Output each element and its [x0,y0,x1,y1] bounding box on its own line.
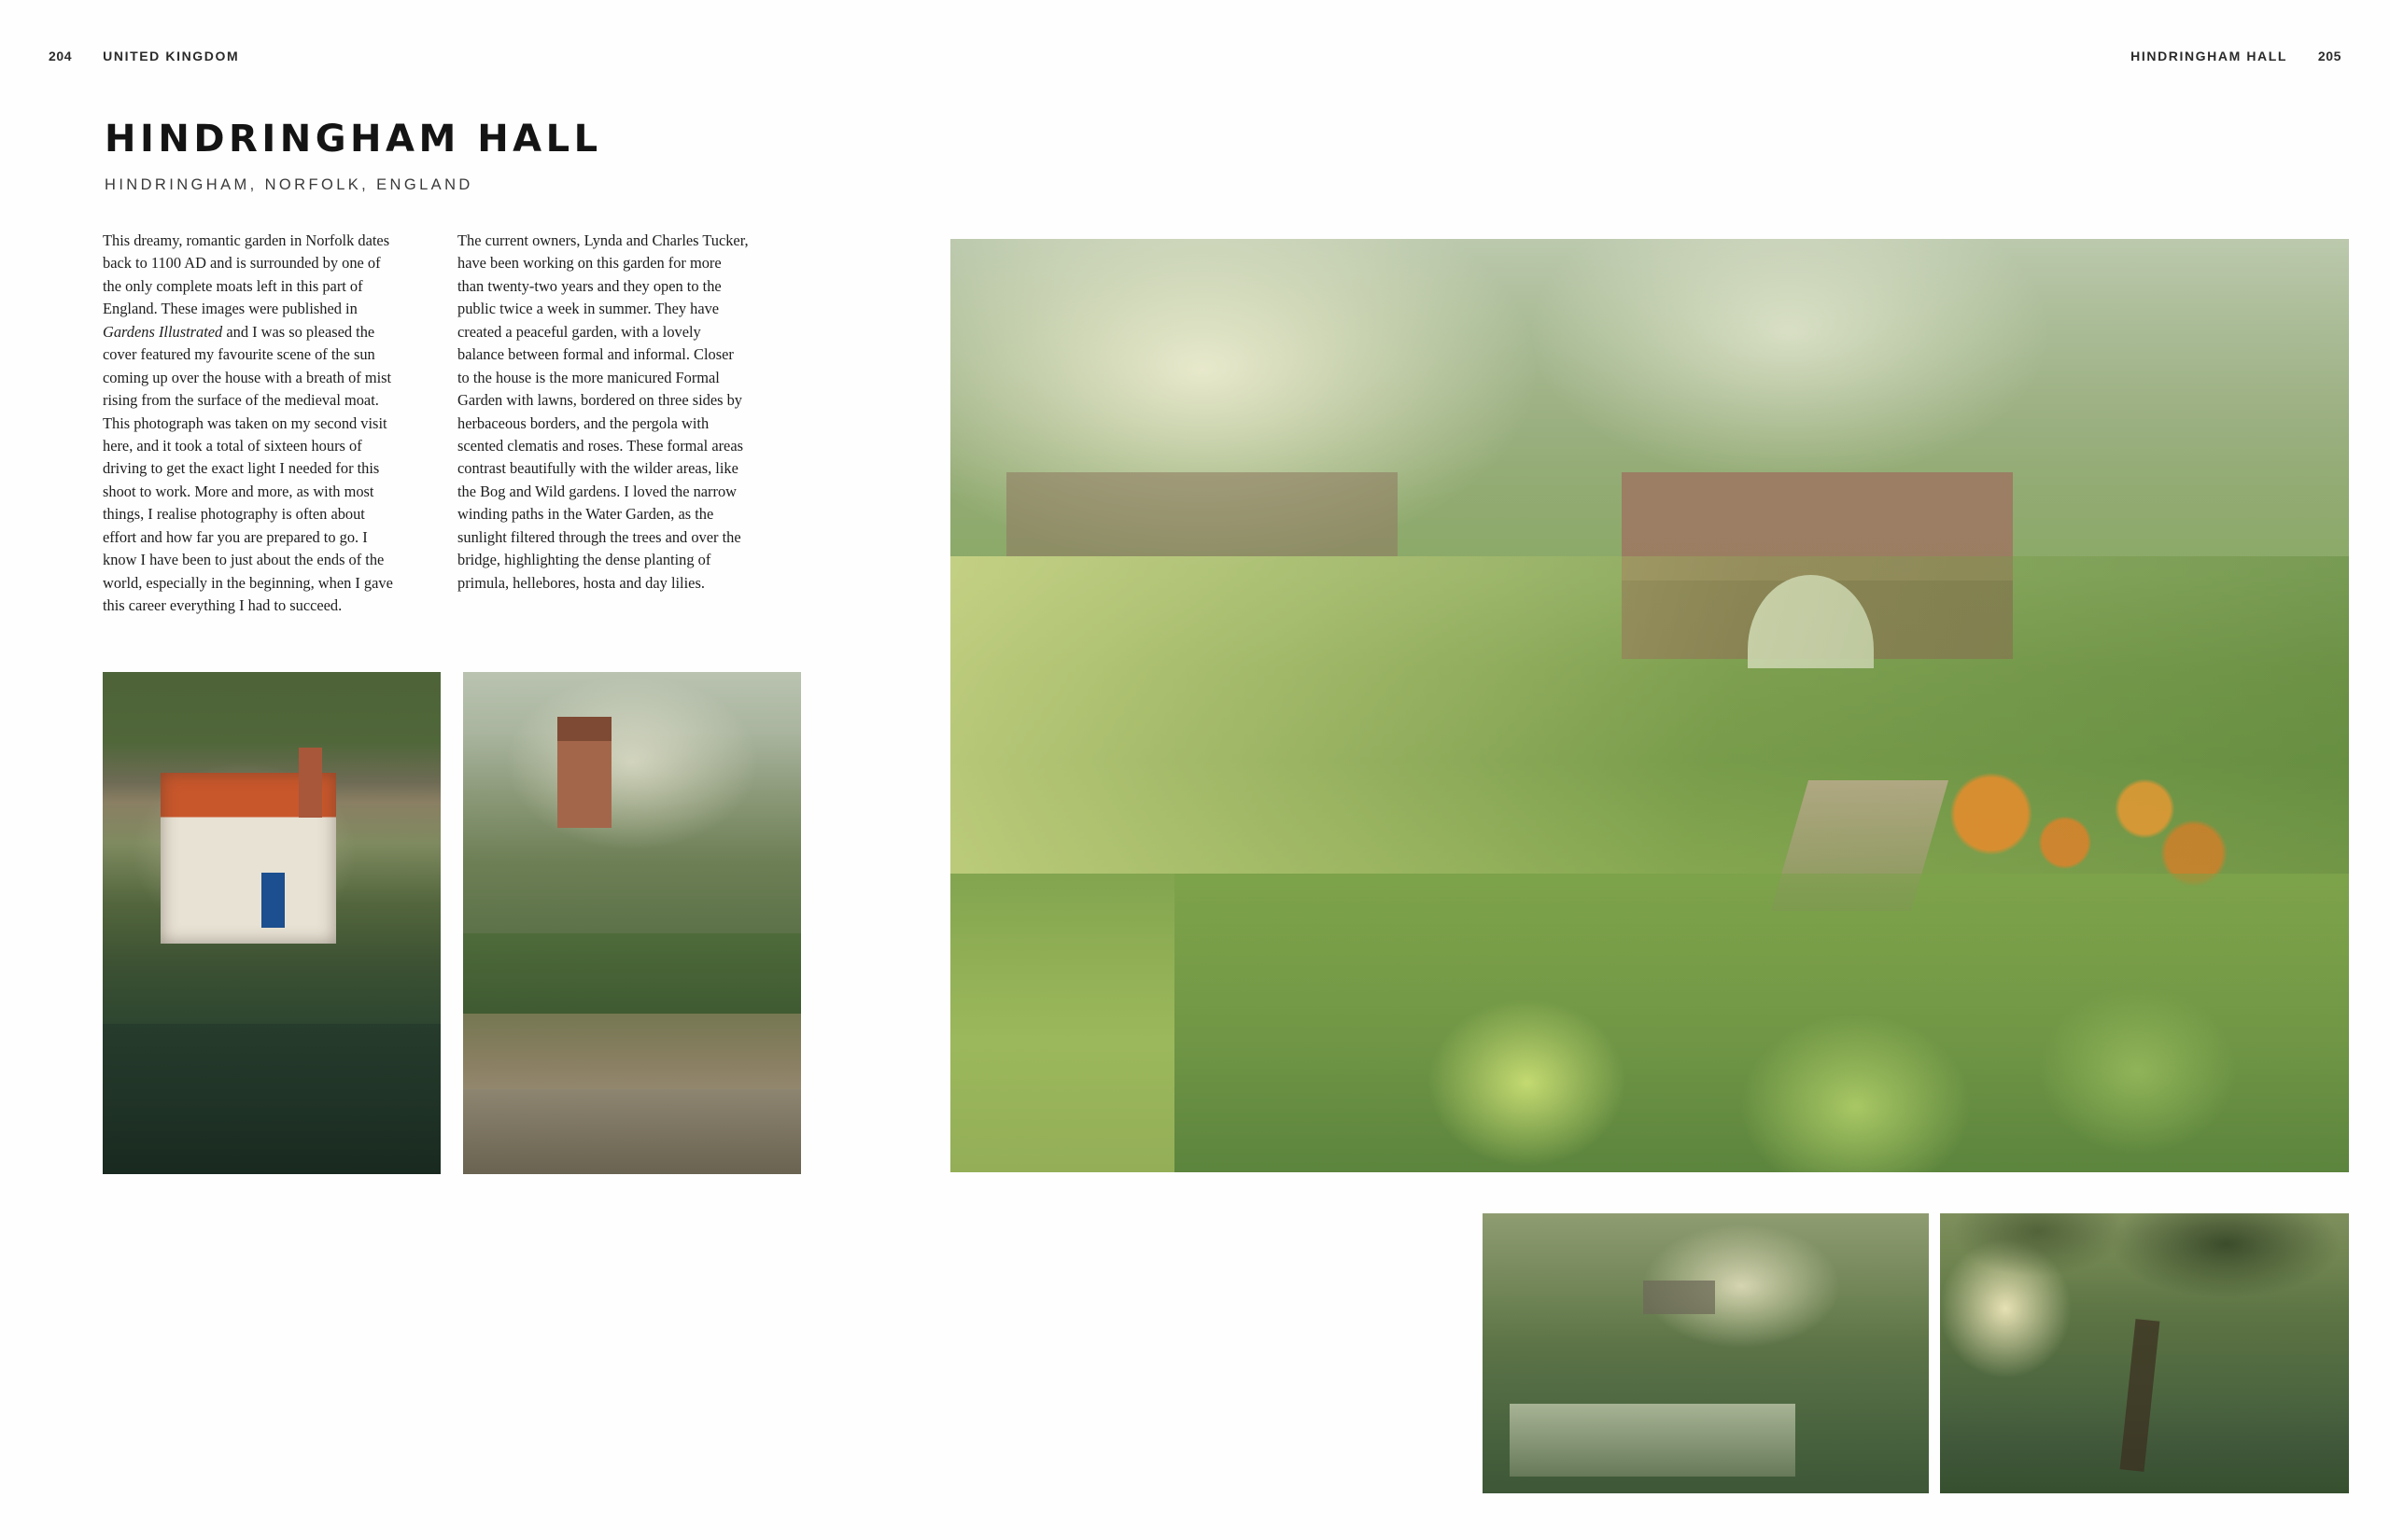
garden-wall [1006,472,1398,556]
publication-name: Gardens Illustrated [103,322,223,341]
folio-left: 204 [49,49,73,63]
running-head-right [2130,49,2341,63]
photo-pond-morning-image [1483,1213,1929,1493]
photo-cottage-moat-image [103,672,441,1174]
body-text-1b: and I was so pleased the cover featured my favourite scene of the sun coming up over the house with a breath of mist rising from the surface of the medieval moat. This photograph was taken on my second visit here, and it took a total of sixteen hours of driving to get the exact light I needed for this shoot to work. More and more, as with most things, I realise photography is often about effort and how far you are prepared to go. I know I have been to just about the ends of the world, especially in the beginning, when I gave this career everything I had to succeed. [103,322,393,614]
running-head-right-label: HINDRINGHAM HALL [2130,49,2287,63]
distant-house [1643,1281,1714,1314]
page-subtitle: HINDRINGHAM, NORFOLK, ENGLAND [105,176,473,193]
photo-pergola-dovecote [463,672,801,1174]
body-text-1a: This dreamy, romantic garden in Norfolk dates back to 1100 AD and is surrounded by one of the only complete moats left in this part of England. These images were published in [103,231,390,318]
photo-tree-canopy-image [1940,1213,2349,1493]
body-paragraph-1 [103,230,394,617]
photo-pond-morning [1483,1213,1929,1493]
photo-water-garden-image [950,239,2349,1172]
photo-pergola-dovecote-image [463,672,801,1174]
photo-cottage-moat [103,672,441,1174]
clipped-hedge [463,933,801,1014]
cottage-chimney [299,748,322,818]
brick-dovecote [557,717,612,827]
hosta-foliage [1174,874,2349,1172]
body-column-1 [103,230,394,617]
gravel-path [463,1089,801,1174]
photo-tree-canopy [1940,1213,2349,1493]
pond-water [1510,1404,1795,1477]
page-title: HINDRINGHAM HALL [105,118,602,161]
body-column-2 [457,230,749,595]
cottage-blue-door [261,873,285,928]
title-block [105,118,602,194]
moat-water [103,1024,441,1174]
running-head-left [49,49,239,63]
body-paragraph-2: The current owners, Lynda and Charles Tucker, have been working on this garden for more than twenty-two years and they open to the public twice a week in summer. They have created a peaceful garden, with a lovely balance between formal and informal. Closer to the house is the more manicured Formal Garden with lawns, bordered on three sides by herbaceous borders, and the pergola with scented clematis and roses. These formal areas contrast beautifully with the wilder areas, like the Bog and Wild gardens. I loved the narrow winding paths in the Water Garden, as the sunlight filtered through the trees and over the bridge, highlighting the dense planting of primula, hellebores, hosta and day lilies. [457,231,749,592]
folio-right: 205 [2317,49,2341,63]
running-head-left-label: UNITED KINGDOM [103,49,240,63]
orange-flower-border [1930,762,2238,892]
photo-water-garden [950,239,2349,1172]
